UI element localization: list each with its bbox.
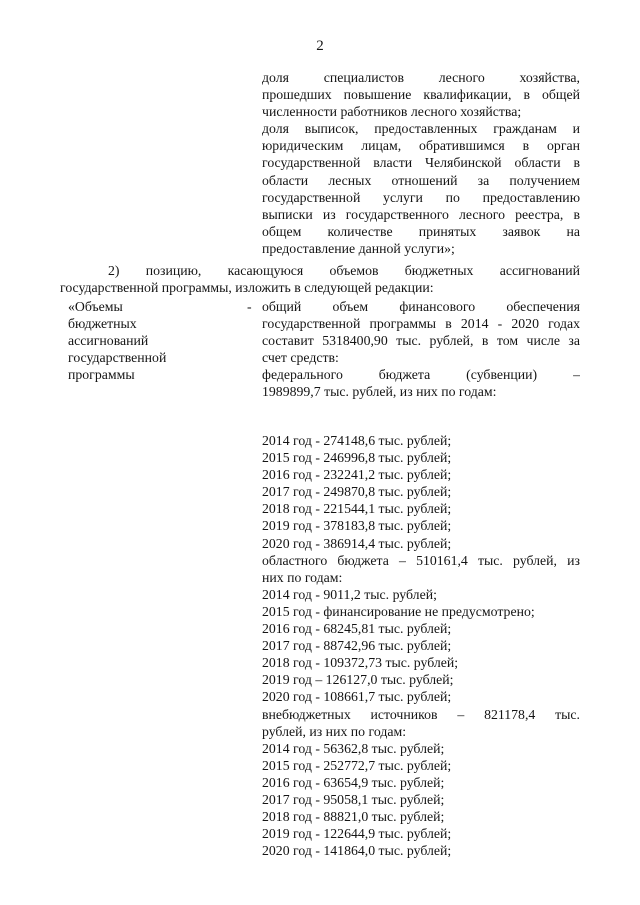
regional-year-item: 2016 год - 68245,81 тыс. рублей;: [262, 621, 452, 637]
federal-year-item: 2014 год - 274148,6 тыс. рублей;: [262, 433, 452, 448]
regional-year-item: 2020 год - 108661,7 тыс. рублей;: [262, 689, 452, 705]
regional-year-item: 2019 год – 126127,0 тыс. рублей;: [262, 672, 454, 688]
federal-year-item: 2015 год - 246996,8 тыс. рублей;: [262, 450, 452, 466]
extra-line: внебюджетных источников – 821178,4 тыс.: [262, 706, 580, 722]
indicators-block: [262, 69, 580, 257]
indicator-line: общем количестве принятых заявок на: [262, 223, 580, 239]
indicator-line: прошедших повышение квалификации, в общей: [262, 87, 580, 103]
federal-year-item: 2019 год - 378183,8 тыс. рублей;: [262, 518, 452, 534]
federal-line: 1989899,7 тыс. рублей, из них по годам:: [262, 384, 497, 400]
budget-label-line: бюджетных: [68, 316, 137, 332]
extra-year-item: 2017 год - 95058,1 тыс. рублей;: [262, 791, 445, 807]
indicator-line: юридическим лицам, обратившимся в орган: [262, 138, 580, 154]
extra-year-item: 2020 год - 141864,0 тыс. рублей;: [262, 843, 452, 859]
page-number: 2: [316, 38, 324, 54]
indicator-line: государственной услуги по предоставлению: [262, 189, 580, 205]
total-line: счет средств:: [262, 350, 339, 366]
item-2-line: государственной программы, изложить в следующей редакции:: [60, 280, 434, 296]
total-line: общий объем финансового обеспечения: [262, 299, 580, 314]
federal-year-item: 2020 год - 386914,4 тыс. рублей;: [262, 535, 452, 551]
funding-years-list: [262, 432, 580, 859]
item-2-paragraph: [60, 262, 580, 296]
extra-year-item: 2014 год - 56362,8 тыс. рублей;: [262, 740, 445, 756]
extra-year-item: 2015 год - 252772,7 тыс. рублей;: [262, 757, 452, 773]
item-2-line: 2) позицию, касающуюся объемов бюджетных ассигнований: [108, 263, 580, 278]
federal-year-item: 2018 год - 221544,1 тыс. рублей;: [262, 501, 452, 517]
regional-line: областного бюджета – 510161,4 тыс. рублей, из: [262, 552, 580, 568]
regional-year-item: 2018 год - 109372,73 тыс. рублей;: [262, 655, 459, 671]
extra-line: рублей, из них по годам:: [262, 723, 407, 739]
extra-year-item: 2018 год - 88821,0 тыс. рублей;: [262, 809, 445, 825]
indicator-line: предоставление данной услуги»;: [262, 240, 455, 256]
total-line: составит 5318400,90 тыс. рублей, в том числе за: [262, 333, 580, 349]
regional-line: них по годам:: [262, 569, 343, 585]
indicator-line: области лесных отношений за получением: [262, 172, 580, 188]
federal-year-item: 2017 год - 249870,8 тыс. рублей;: [262, 484, 452, 500]
federal-year-item: 2016 год - 232241,2 тыс. рублей;: [262, 467, 452, 483]
indicator-line: доля выписок, предоставленных гражданам и: [262, 121, 580, 137]
regional-year-item: 2015 год - финансирование не предусмотрено;: [262, 603, 535, 619]
budget-label-line: программы: [68, 367, 135, 383]
indicator-line: государственной власти Челябинской области в: [262, 155, 580, 171]
regional-year-item: 2014 год - 9011,2 тыс. рублей;: [262, 586, 437, 602]
indicator-line: выписки из государственного лесного реестра, в: [262, 206, 580, 222]
extra-year-item: 2019 год - 122644,9 тыс. рублей;: [262, 826, 452, 842]
regional-year-item: 2017 год - 88742,96 тыс. рублей;: [262, 638, 452, 654]
total-line: государственной программы в 2014 - 2020 годах: [262, 316, 580, 332]
label-dash: -: [247, 299, 252, 314]
federal-line: федерального бюджета (субвенции) –: [262, 367, 580, 383]
budget-label-line: ассигнований: [68, 333, 149, 349]
budget-label-line: государственной: [68, 350, 167, 366]
budget-label-line: «Объемы: [68, 299, 123, 314]
budget-label: [68, 298, 166, 383]
indicator-line: доля специалистов лесного хозяйства,: [262, 70, 580, 85]
indicator-line: численности работников лесного хозяйства;: [262, 104, 522, 120]
total-financing: [262, 298, 580, 401]
extra-year-item: 2016 год - 63654,9 тыс. рублей;: [262, 774, 445, 790]
